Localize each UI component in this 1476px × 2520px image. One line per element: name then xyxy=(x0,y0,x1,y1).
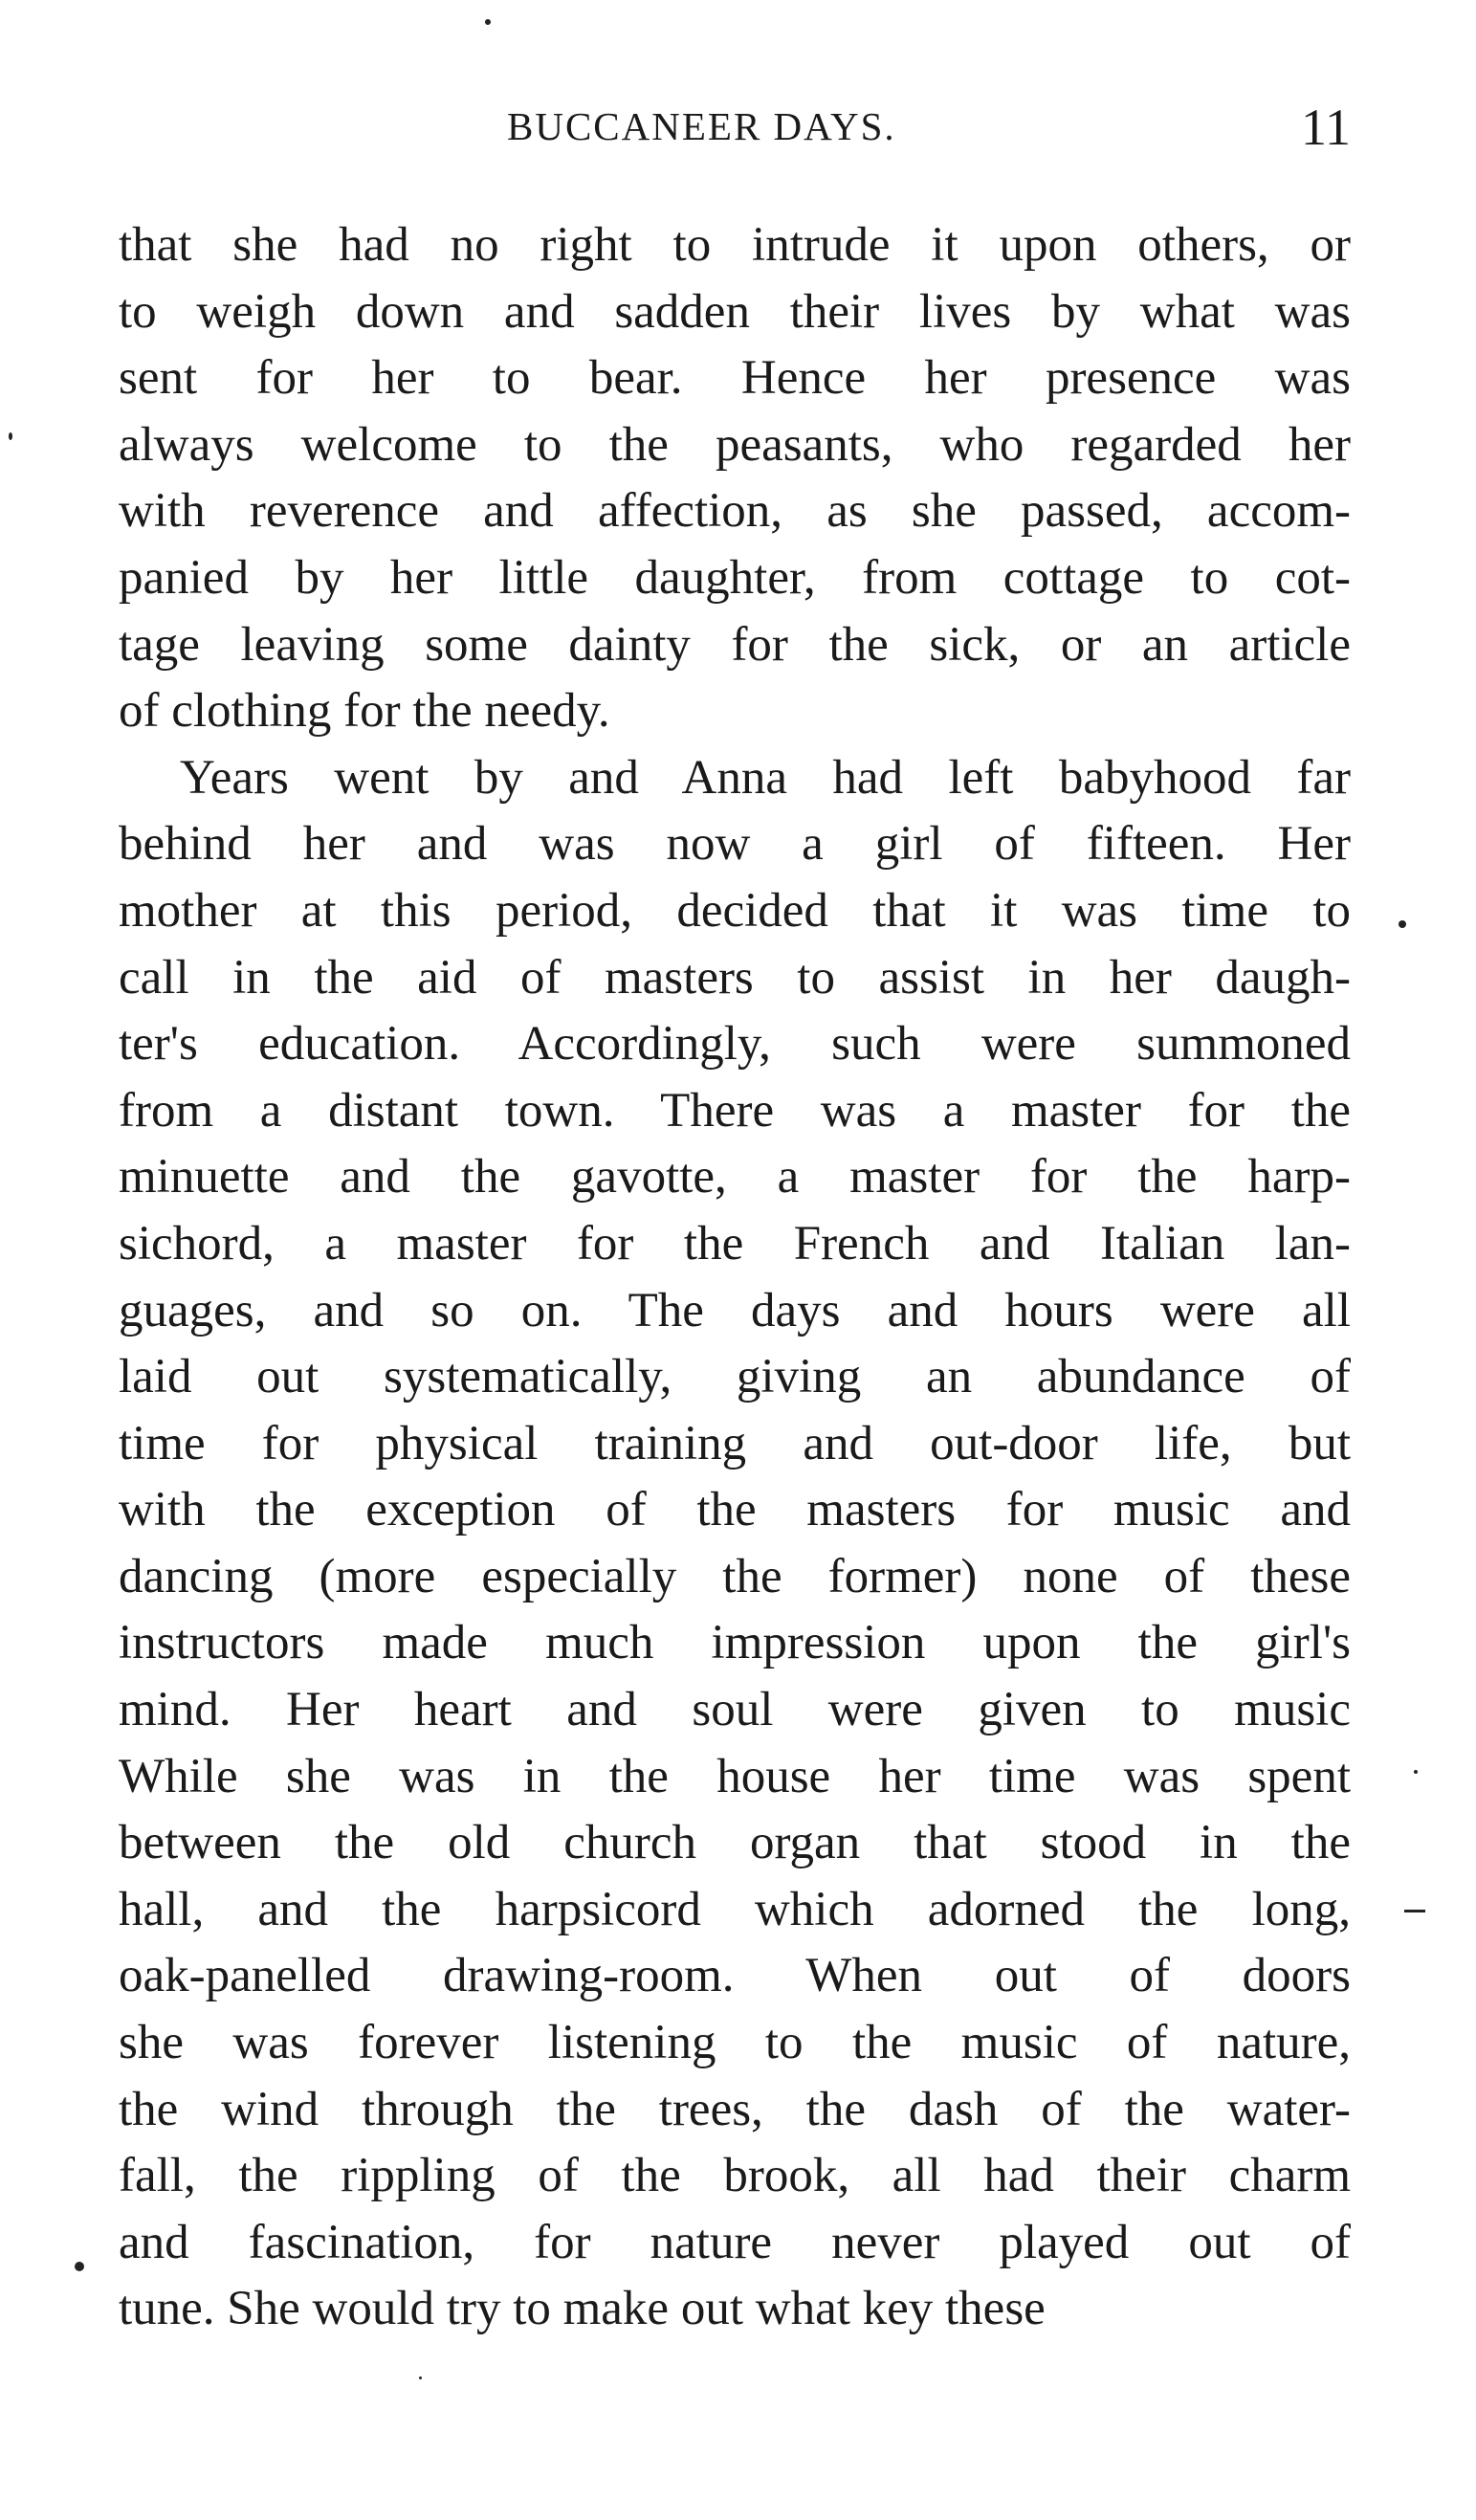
text-line: tage leaving some dainty for the sick, or an article xyxy=(119,617,1351,672)
text-line: behind her and was now a girl of fifteen. Her xyxy=(119,817,1351,872)
scan-speck xyxy=(419,2376,422,2379)
text-line: the wind through the trees, the dash of the water- xyxy=(119,2082,1351,2136)
text-line: to weigh down and sadden their lives by what was xyxy=(119,284,1351,339)
text-line: from a distant town. There was a master for the xyxy=(119,1083,1351,1138)
text-line: between the old church organ that stood in the xyxy=(119,1816,1351,1870)
text-line: oak-panelled drawing-room. When out of doors xyxy=(119,1949,1351,2003)
scan-speck xyxy=(75,2262,84,2271)
text-line: fall, the rippling of the brook, all had their charm xyxy=(119,2149,1351,2203)
text-line: sichord, a master for the French and Italian lan- xyxy=(119,1216,1351,1271)
scan-speck xyxy=(1414,1770,1418,1774)
text-line: hall, and the harpsicord which adorned the long, xyxy=(119,1882,1351,1936)
text-line: with reverence and affection, as she passed, accom- xyxy=(119,484,1351,539)
scan-dash xyxy=(1404,1910,1425,1912)
text-line: Years went by and Anna had left babyhood far xyxy=(180,750,1351,805)
text-line: panied by her little daughter, from cottage to cot- xyxy=(119,550,1351,605)
text-line: of clothing for the needy. xyxy=(119,684,610,739)
text-line: laid out systematically, giving an abundance of xyxy=(119,1350,1351,1404)
text-line: with the exception of the masters for music and xyxy=(119,1483,1351,1537)
text-line: dancing (more especially the former) none of these xyxy=(119,1549,1351,1603)
text-line: tune. She would try to make out what key these xyxy=(119,2282,1046,2336)
text-line: mind. Her heart and soul were given to music xyxy=(119,1683,1351,1737)
text-line: always welcome to the peasants, who regarded her xyxy=(119,417,1351,472)
text-line: minuette and the gavotte, a master for the harp- xyxy=(119,1150,1351,1205)
text-line: guages, and so on. The days and hours were all xyxy=(119,1283,1351,1337)
text-line: and fascination, for nature never played out of xyxy=(119,2215,1351,2269)
text-line: call in the aid of masters to assist in her daugh- xyxy=(119,950,1351,1005)
text-line: she was forever listening to the music of nature, xyxy=(119,2016,1351,2070)
text-line: While she was in the house her time was spent xyxy=(119,1749,1351,1803)
scan-speck xyxy=(9,432,12,440)
scan-speck xyxy=(1399,920,1406,928)
body-text xyxy=(119,212,1351,2343)
text-line: mother at this period, decided that it was time to xyxy=(119,883,1351,938)
text-line: instructors made much impression upon the girl's xyxy=(119,1616,1351,1670)
scan-speck xyxy=(485,19,491,25)
running-title: BUCCANEER DAYS. xyxy=(507,104,896,148)
text-line: sent for her to bear. Hence her presence was xyxy=(119,351,1351,406)
page-number: 11 xyxy=(1301,99,1351,156)
text-line: ter's education. Accordingly, such were summoned xyxy=(119,1017,1351,1072)
text-line: that she had no right to intrude it upon others, or xyxy=(119,218,1351,272)
text-line: time for physical training and out-door life, but xyxy=(119,1416,1351,1470)
running-head xyxy=(0,99,1476,170)
